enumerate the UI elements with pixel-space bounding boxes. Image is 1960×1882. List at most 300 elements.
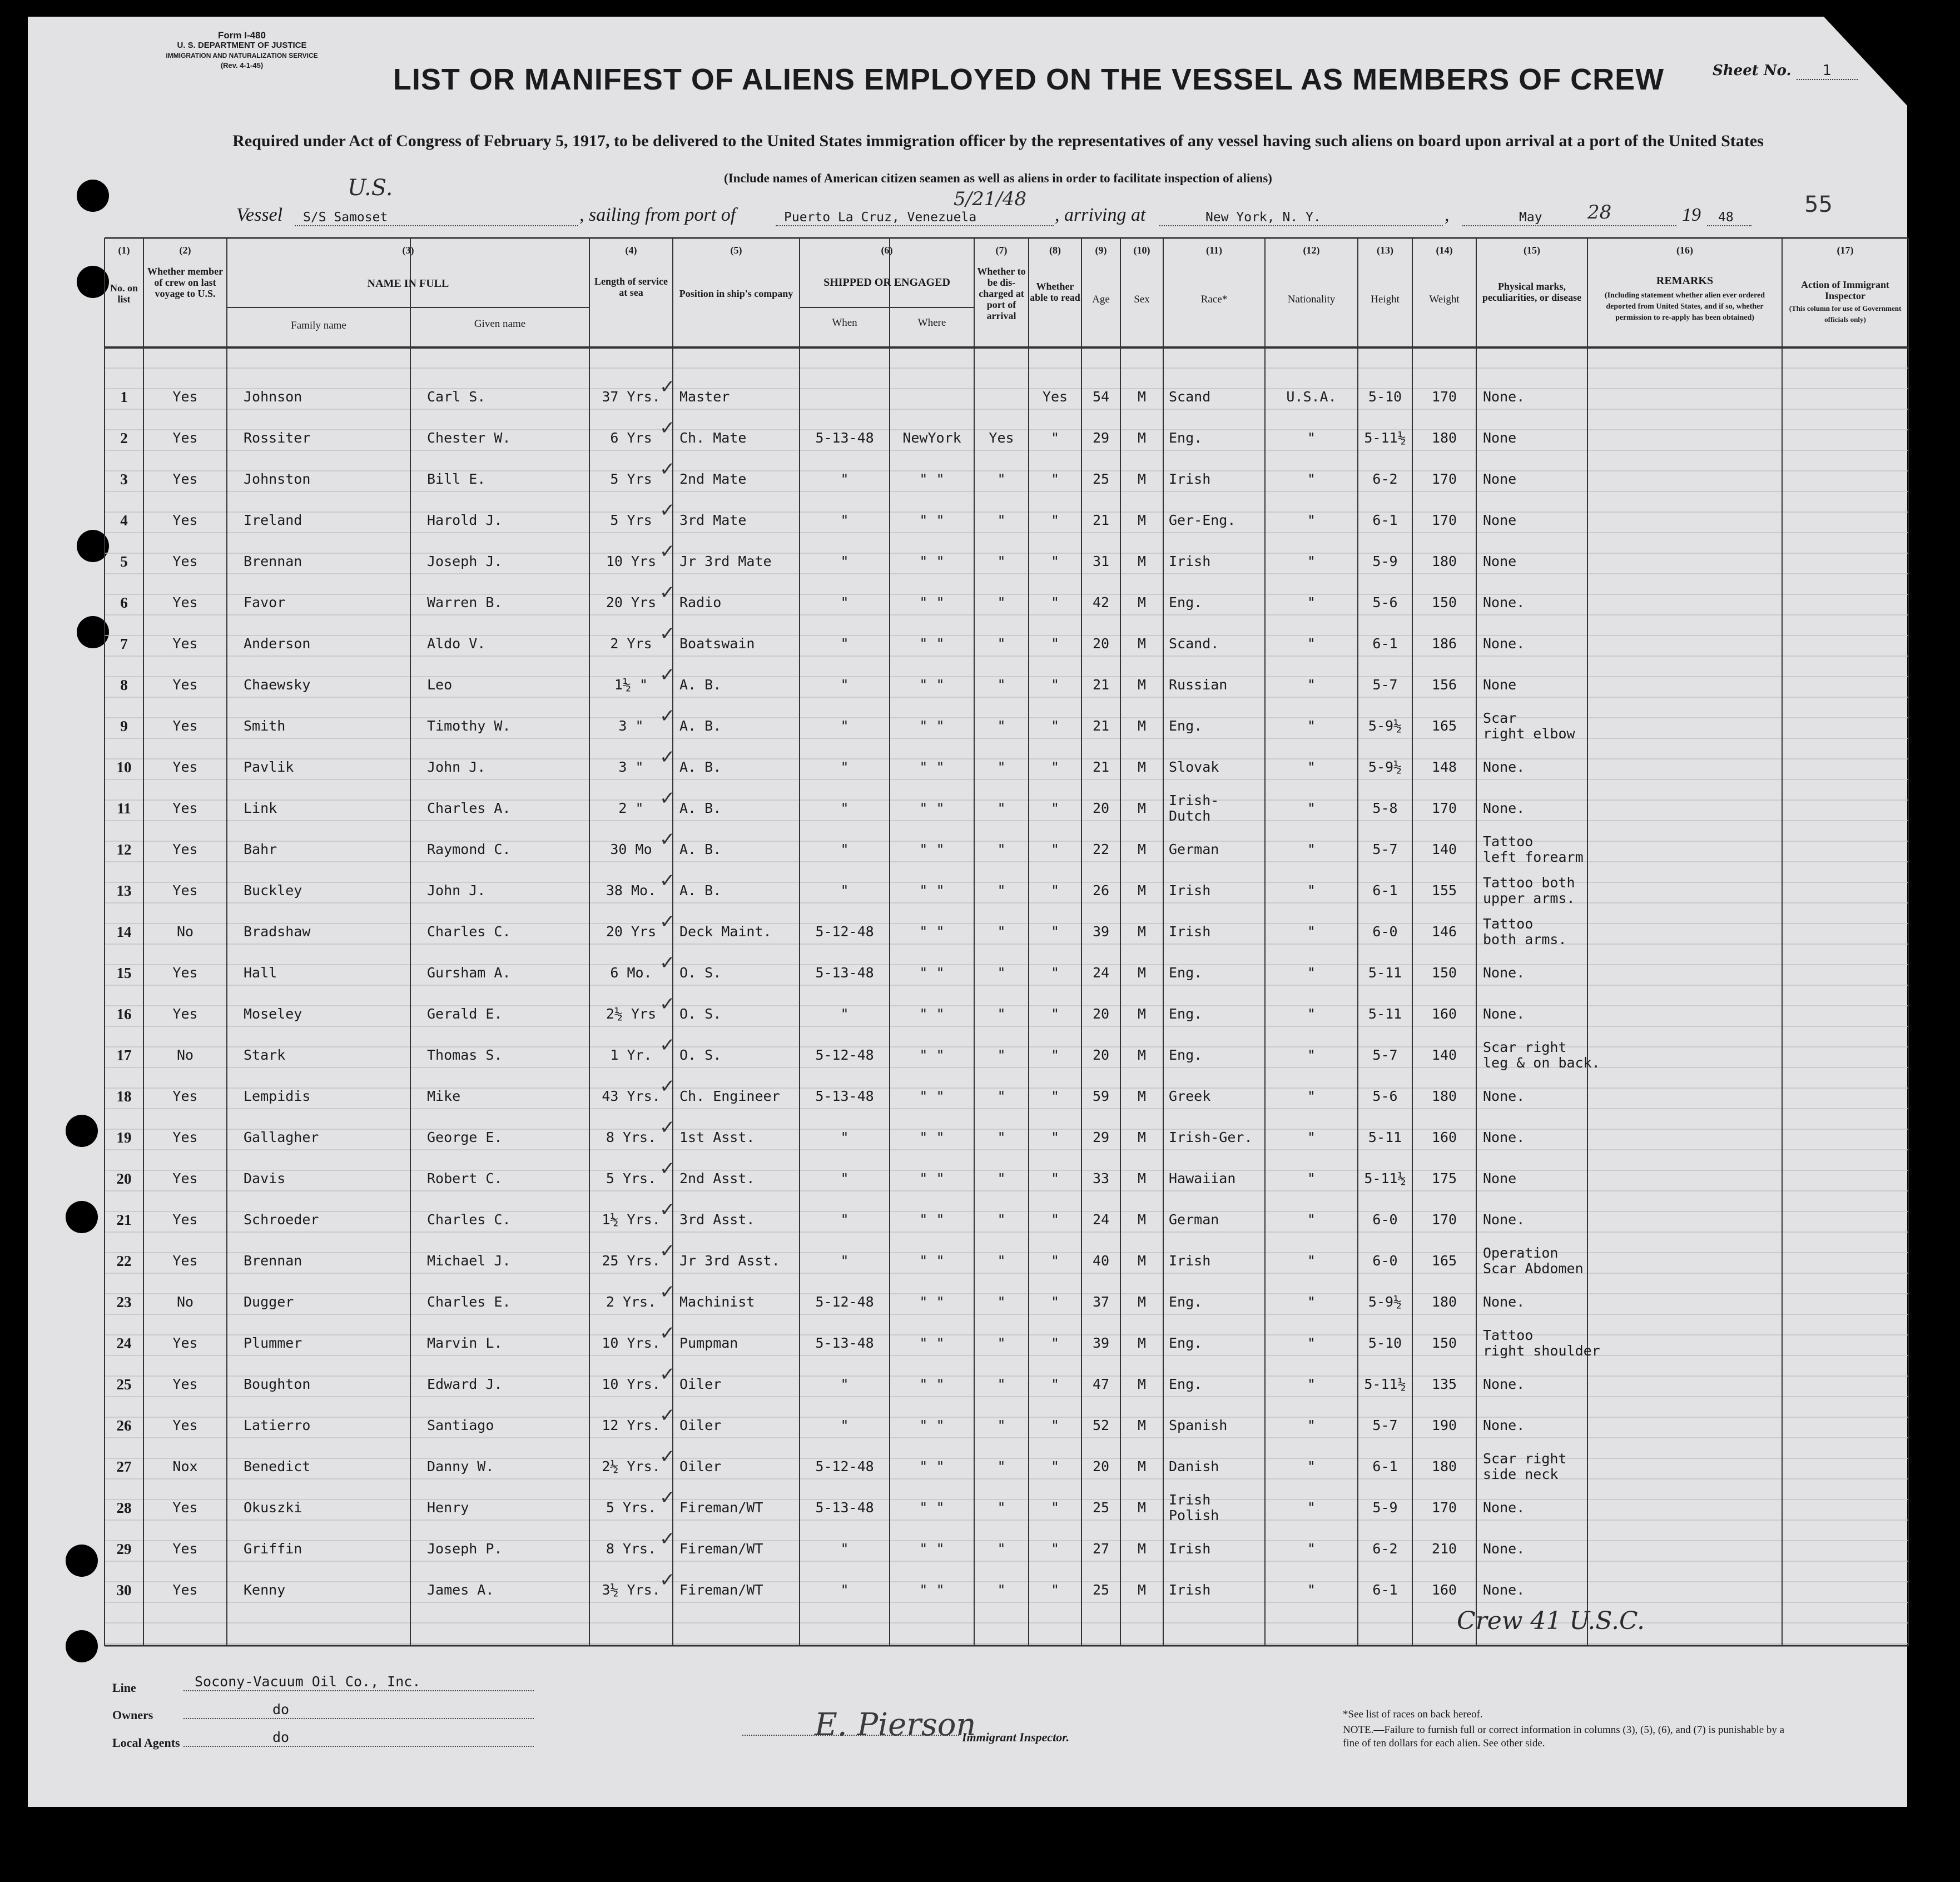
given-name: Mike xyxy=(427,1088,461,1104)
column-number: (5) xyxy=(730,245,742,256)
weight: 170 xyxy=(1431,512,1457,528)
department: U. S. DEPARTMENT OF JUSTICE xyxy=(177,41,307,50)
family-name: Bradshaw xyxy=(244,923,311,940)
nationality: " xyxy=(1307,677,1316,693)
race: Eng. xyxy=(1169,1006,1203,1022)
last-voyage: Yes xyxy=(172,430,198,446)
height: 6-0 xyxy=(1372,923,1398,940)
able-to-read: " xyxy=(1050,1170,1060,1186)
position: Jr 3rd Asst. xyxy=(679,1253,780,1269)
shipped-where: " " xyxy=(919,841,945,857)
given-name: Carl S. xyxy=(427,389,486,405)
nationality: U.S.A. xyxy=(1286,389,1337,405)
family-name: Kenny xyxy=(244,1582,286,1598)
height: 5-10 xyxy=(1368,1335,1402,1351)
check-mark-icon: ✓ xyxy=(659,664,676,686)
family-name: Moseley xyxy=(244,1006,302,1022)
column-number: (3) xyxy=(402,245,414,256)
weight: 190 xyxy=(1431,1417,1457,1433)
row-number: 10 xyxy=(116,759,132,776)
length-of-service: 25 Yrs. xyxy=(602,1253,661,1269)
race: Eng. xyxy=(1169,430,1203,446)
weight: 156 xyxy=(1431,677,1457,693)
check-mark-icon: ✓ xyxy=(659,828,676,851)
to-be-discharged: " xyxy=(997,1006,1006,1022)
position: 1st Asst. xyxy=(679,1129,755,1145)
check-mark-icon: ✓ xyxy=(659,1363,676,1386)
length-of-service: 1½ Yrs. xyxy=(602,1211,661,1228)
header-given-name: Given name xyxy=(474,318,526,330)
family-name: Rossiter xyxy=(244,430,311,446)
given-name: Charles A. xyxy=(427,800,511,816)
shipped-where: " " xyxy=(919,1417,945,1433)
row-number: 17 xyxy=(116,1047,132,1064)
check-mark-icon: ✓ xyxy=(659,1569,676,1591)
race-note: *See list of races on back hereof. xyxy=(1343,1709,1483,1720)
age: 39 xyxy=(1092,1335,1110,1351)
race: Eng. xyxy=(1169,594,1203,610)
height: 5-6 xyxy=(1372,594,1398,610)
family-name: Johnson xyxy=(244,389,302,405)
sex: M xyxy=(1137,594,1147,610)
row-number: 20 xyxy=(116,1170,132,1187)
sex: M xyxy=(1137,512,1147,528)
shipped-when: " xyxy=(840,1417,849,1433)
age: 20 xyxy=(1092,635,1110,652)
to-be-discharged: " xyxy=(997,677,1006,693)
position: A. B. xyxy=(679,759,722,775)
height: 5-7 xyxy=(1372,841,1398,857)
height: 5-9 xyxy=(1372,553,1398,569)
race: German xyxy=(1169,1211,1219,1228)
check-mark-icon: ✓ xyxy=(659,1116,676,1139)
family-name: Hall xyxy=(244,965,277,981)
physical-marks: None. xyxy=(1483,759,1525,775)
family-name: Favor xyxy=(244,594,286,610)
given-name: Danny W. xyxy=(427,1458,494,1474)
header-where: Where xyxy=(917,317,946,329)
age: 21 xyxy=(1092,718,1110,734)
weight: 175 xyxy=(1431,1170,1457,1186)
last-voyage: Yes xyxy=(172,800,198,816)
sex: M xyxy=(1137,923,1147,940)
shipped-where: " " xyxy=(919,1335,945,1351)
sex: M xyxy=(1137,635,1147,652)
length-of-service: 5 Yrs. xyxy=(606,1499,657,1516)
penalty-note: NOTE.—Failure to furnish full or correct information in columns (3), (5), (6), and (7) is punishable by a fine of ten dollars for each alien. See other side. xyxy=(1343,1724,1785,1749)
physical-marks: Tattoo right shoulder xyxy=(1483,1327,1600,1359)
to-be-discharged: " xyxy=(997,923,1006,940)
length-of-service: 2½ Yrs. xyxy=(602,1458,661,1474)
given-name: Charles E. xyxy=(427,1294,511,1310)
to-be-discharged: " xyxy=(997,1499,1006,1516)
header-length-of-service: Length of service at sea xyxy=(594,276,668,298)
able-to-read: " xyxy=(1050,677,1060,693)
family-name: Bahr xyxy=(244,841,277,857)
row-number: 15 xyxy=(116,965,132,981)
sailing-label: , sailing from port of xyxy=(579,205,736,225)
able-to-read: " xyxy=(1050,1417,1060,1433)
to-be-discharged: " xyxy=(997,471,1006,487)
length-of-service: 3½ Yrs. xyxy=(602,1582,661,1598)
shipped-where: " " xyxy=(919,1294,945,1310)
weight: 170 xyxy=(1431,800,1457,816)
given-name: George E. xyxy=(427,1129,503,1145)
sex: M xyxy=(1137,1499,1147,1516)
line-label: Line xyxy=(112,1681,136,1695)
height: 5-11 xyxy=(1368,965,1402,981)
given-name: Warren B. xyxy=(427,594,503,610)
header-age: Age xyxy=(1092,294,1110,305)
position: 2nd Asst. xyxy=(679,1170,755,1186)
revision: (Rev. 4-1-45) xyxy=(220,61,264,69)
family-name: Pavlik xyxy=(244,759,294,775)
physical-marks: None. xyxy=(1483,1006,1525,1022)
age: 21 xyxy=(1092,512,1110,528)
length-of-service: 12 Yrs. xyxy=(602,1417,661,1433)
race: Eng. xyxy=(1169,1047,1203,1063)
height: 6-1 xyxy=(1372,882,1398,898)
given-name: Thomas S. xyxy=(427,1047,503,1063)
column-number: (1) xyxy=(118,245,130,256)
last-voyage: Yes xyxy=(172,512,198,528)
form-number: Form I-480 xyxy=(218,30,266,41)
shipped-when: 5-12-48 xyxy=(815,1294,874,1310)
shipped-where: " " xyxy=(919,1582,945,1598)
shipped-when: 5-12-48 xyxy=(815,1458,874,1474)
race: Eng. xyxy=(1169,1294,1203,1310)
able-to-read: " xyxy=(1050,965,1060,981)
length-of-service: 6 Yrs xyxy=(610,430,652,446)
age: 26 xyxy=(1092,882,1110,898)
header-discharged: Whether to be dis-charged at port of arrival xyxy=(977,266,1026,321)
check-mark-icon: ✓ xyxy=(659,499,676,522)
shipped-where: " " xyxy=(919,1211,945,1228)
position: Master xyxy=(679,389,730,405)
year-prefix: 19 xyxy=(1682,205,1701,225)
shipped-where: NewYork xyxy=(902,430,961,446)
family-name: Schroeder xyxy=(244,1211,319,1228)
nationality: " xyxy=(1307,1541,1316,1557)
given-name: Chester W. xyxy=(427,430,511,446)
length-of-service: 2 Yrs. xyxy=(606,1294,657,1310)
nationality: " xyxy=(1307,1211,1316,1228)
check-mark-icon: ✓ xyxy=(659,1281,676,1303)
weight: 210 xyxy=(1431,1541,1457,1557)
shipped-when: " xyxy=(840,512,849,528)
row-number: 28 xyxy=(116,1499,132,1516)
age: 24 xyxy=(1092,1211,1110,1228)
nationality: " xyxy=(1307,635,1316,652)
age: 29 xyxy=(1092,430,1110,446)
position: 3rd Asst. xyxy=(679,1211,755,1228)
family-name: Brennan xyxy=(244,553,302,569)
position: Oiler xyxy=(679,1376,722,1392)
height: 5-11½ xyxy=(1364,1376,1406,1392)
family-name: Gallagher xyxy=(244,1129,319,1145)
header-height: Height xyxy=(1371,294,1400,305)
year-suffix: 48 xyxy=(1718,210,1734,225)
last-voyage: No xyxy=(176,1047,194,1063)
able-to-read: " xyxy=(1050,1253,1060,1269)
able-to-read: " xyxy=(1050,718,1060,734)
length-of-service: 8 Yrs. xyxy=(606,1129,657,1145)
family-name: Buckley xyxy=(244,882,302,898)
row-number: 19 xyxy=(116,1129,132,1146)
race: Irish- Dutch xyxy=(1169,792,1219,824)
column-number: (17) xyxy=(1837,245,1854,256)
weight: 165 xyxy=(1431,1253,1457,1269)
sex: M xyxy=(1137,430,1147,446)
weight: 170 xyxy=(1431,471,1457,487)
race: Scand. xyxy=(1169,635,1219,652)
race: Ger-Eng. xyxy=(1169,512,1236,528)
sex: M xyxy=(1137,841,1147,857)
to-be-discharged: " xyxy=(997,1170,1006,1186)
length-of-service: 1½ " xyxy=(614,677,648,693)
check-mark-icon: ✓ xyxy=(659,623,676,645)
race: Greek xyxy=(1169,1088,1211,1104)
last-voyage: Yes xyxy=(172,718,198,734)
weight: 140 xyxy=(1431,841,1457,857)
check-mark-icon: ✓ xyxy=(659,952,676,974)
family-name: Plummer xyxy=(244,1335,302,1351)
row-number: 14 xyxy=(116,923,132,940)
sex: M xyxy=(1137,1582,1147,1598)
race: Irish xyxy=(1169,1582,1211,1598)
weight: 148 xyxy=(1431,759,1457,775)
row-number: 30 xyxy=(116,1582,132,1598)
race: German xyxy=(1169,841,1219,857)
physical-marks: None xyxy=(1483,1170,1517,1186)
sex: M xyxy=(1137,882,1147,898)
age: 42 xyxy=(1092,594,1110,610)
nationality: " xyxy=(1307,1129,1316,1145)
last-voyage: Yes xyxy=(172,1129,198,1145)
header-action-note: (This column for use of Government officials only) xyxy=(1789,304,1902,324)
sex: M xyxy=(1137,1006,1147,1022)
length-of-service: 8 Yrs. xyxy=(606,1541,657,1557)
able-to-read: " xyxy=(1050,1499,1060,1516)
shipped-when: " xyxy=(840,594,849,610)
column-number: (12) xyxy=(1303,245,1320,256)
shipped-when: " xyxy=(840,1541,849,1557)
position: O. S. xyxy=(679,1047,722,1063)
weight: 170 xyxy=(1431,389,1457,405)
length-of-service: 43 Yrs. xyxy=(602,1088,661,1104)
family-name: Boughton xyxy=(244,1376,311,1392)
position: Oiler xyxy=(679,1458,722,1474)
to-be-discharged: " xyxy=(997,718,1006,734)
shipped-when: 5-13-48 xyxy=(815,430,874,446)
shipped-when: " xyxy=(840,677,849,693)
last-voyage: Yes xyxy=(172,1335,198,1351)
shipped-when: " xyxy=(840,882,849,898)
age: 20 xyxy=(1092,1006,1110,1022)
last-voyage: Yes xyxy=(172,1376,198,1392)
position: Deck Maint. xyxy=(679,923,772,940)
height: 5-7 xyxy=(1372,677,1398,693)
shipped-where: " " xyxy=(919,594,945,610)
sex: M xyxy=(1137,389,1147,405)
page-stamp: 55 xyxy=(1804,192,1833,217)
given-name: Edward J. xyxy=(427,1376,503,1392)
physical-marks: None. xyxy=(1483,1541,1525,1557)
position: Oiler xyxy=(679,1417,722,1433)
agents-value: do xyxy=(272,1729,290,1745)
vessel-label: Vessel xyxy=(236,205,283,225)
length-of-service: 3 " xyxy=(618,718,644,734)
able-to-read: " xyxy=(1050,1458,1060,1474)
row-number: 8 xyxy=(120,677,128,693)
include-note: (Include names of American citizen seamen as well as aliens in order to facilitate inspection of aliens) xyxy=(724,171,1272,185)
shipped-where: " " xyxy=(919,800,945,816)
row-number: 4 xyxy=(120,512,128,529)
physical-marks: None. xyxy=(1483,1211,1525,1228)
header-remarks-note: (Including statement whether alien ever ordered deported from United States, and if so, whether permission to re-apply has been obtained) xyxy=(1604,291,1765,322)
nationality: " xyxy=(1307,718,1316,734)
family-name: Griffin xyxy=(244,1541,302,1557)
position: Ch. Mate xyxy=(679,430,747,446)
sex: M xyxy=(1137,1294,1147,1310)
nationality: " xyxy=(1307,430,1316,446)
row-number: 13 xyxy=(116,882,132,899)
height: 6-1 xyxy=(1372,635,1398,652)
to-be-discharged: " xyxy=(997,594,1006,610)
able-to-read: " xyxy=(1050,1006,1060,1022)
given-name: Michael J. xyxy=(427,1253,511,1269)
height: 5-11 xyxy=(1368,1129,1402,1145)
shipped-where: " " xyxy=(919,882,945,898)
last-voyage: No xyxy=(176,1294,194,1310)
family-name: Anderson xyxy=(244,635,311,652)
to-be-discharged: " xyxy=(997,553,1006,569)
age: 25 xyxy=(1092,1582,1110,1598)
header-able-to-read: Whether able to read xyxy=(1030,281,1080,303)
header-nationality: Nationality xyxy=(1287,294,1336,305)
sex: M xyxy=(1137,759,1147,775)
to-be-discharged: " xyxy=(997,759,1006,775)
shipped-when: " xyxy=(840,1253,849,1269)
check-mark-icon: ✓ xyxy=(659,1528,676,1550)
given-name: Leo xyxy=(427,677,453,693)
sex: M xyxy=(1137,677,1147,693)
length-of-service: 20 Yrs xyxy=(606,594,657,610)
age: 24 xyxy=(1092,965,1110,981)
last-voyage: Yes xyxy=(172,1417,198,1433)
to-be-discharged: " xyxy=(997,1582,1006,1598)
weight: 180 xyxy=(1431,1088,1457,1104)
row-number: 11 xyxy=(117,800,131,817)
sex: M xyxy=(1137,1088,1147,1104)
punch-hole xyxy=(66,1201,98,1233)
age: 27 xyxy=(1092,1541,1110,1557)
shipped-where: " " xyxy=(919,1047,945,1063)
weight: 155 xyxy=(1431,882,1457,898)
last-voyage: Yes xyxy=(172,1541,198,1557)
check-mark-icon: ✓ xyxy=(659,1199,676,1221)
age: 29 xyxy=(1092,1129,1110,1145)
given-name: Gursham A. xyxy=(427,965,511,981)
age: 31 xyxy=(1092,553,1110,569)
physical-marks: None xyxy=(1483,512,1517,528)
shipped-when: 5-12-48 xyxy=(815,923,874,940)
race: Russian xyxy=(1169,677,1228,693)
sex: M xyxy=(1137,965,1147,981)
to-be-discharged: " xyxy=(997,841,1006,857)
to-be-discharged: " xyxy=(997,965,1006,981)
height: 5-10 xyxy=(1368,389,1402,405)
race: Hawaiian xyxy=(1169,1170,1236,1186)
physical-marks: Operation Scar Abdomen xyxy=(1483,1245,1584,1277)
sailing-date-hand: 5/21/48 xyxy=(954,188,1027,210)
height: 5-11 xyxy=(1368,1006,1402,1022)
physical-marks: Scar right side neck xyxy=(1483,1451,1567,1482)
row-number: 22 xyxy=(116,1253,132,1269)
able-to-read: " xyxy=(1050,553,1060,569)
column-number: (6) xyxy=(881,245,893,256)
last-voyage: Yes xyxy=(172,1582,198,1598)
shipped-where: " " xyxy=(919,1541,945,1557)
physical-marks: Scar right leg & on back. xyxy=(1483,1039,1600,1071)
length-of-service: 5 Yrs xyxy=(610,471,652,487)
shipped-where: " " xyxy=(919,1376,945,1392)
check-mark-icon: ✓ xyxy=(659,417,676,439)
to-be-discharged: " xyxy=(997,635,1006,652)
nationality: " xyxy=(1307,512,1316,528)
position: O. S. xyxy=(679,1006,722,1022)
height: 6-2 xyxy=(1372,1541,1398,1557)
weight: 160 xyxy=(1431,1129,1457,1145)
position: Ch. Engineer xyxy=(679,1088,780,1104)
position: Jr 3rd Mate xyxy=(679,553,772,569)
position: A. B. xyxy=(679,677,722,693)
check-mark-icon: ✓ xyxy=(659,705,676,727)
family-name: Lempidis xyxy=(244,1088,311,1104)
check-mark-icon: ✓ xyxy=(659,1404,676,1427)
shipped-where: " " xyxy=(919,1170,945,1186)
age: 20 xyxy=(1092,1047,1110,1063)
check-mark-icon: ✓ xyxy=(659,870,676,892)
weight: 186 xyxy=(1431,635,1457,652)
crew-hand-note: Crew 41 U.S.C. xyxy=(1457,1607,1645,1635)
age: 40 xyxy=(1092,1253,1110,1269)
to-be-discharged: " xyxy=(997,882,1006,898)
nationality: " xyxy=(1307,800,1316,816)
race: Eng. xyxy=(1169,1376,1203,1392)
able-to-read: " xyxy=(1050,1582,1060,1598)
date-comma: , xyxy=(1445,205,1450,225)
service: IMMIGRATION AND NATURALIZATION SERVICE xyxy=(166,52,318,59)
nationality: " xyxy=(1307,1170,1316,1186)
position: A. B. xyxy=(679,718,722,734)
length-of-service: 3 " xyxy=(618,759,644,775)
shipped-where: " " xyxy=(919,923,945,940)
age: 52 xyxy=(1092,1417,1110,1433)
sex: M xyxy=(1137,471,1147,487)
row-number: 25 xyxy=(116,1376,132,1393)
race: Irish xyxy=(1169,882,1211,898)
sex: M xyxy=(1137,1458,1147,1474)
check-mark-icon: ✓ xyxy=(659,376,676,398)
age: 20 xyxy=(1092,1458,1110,1474)
check-mark-icon: ✓ xyxy=(659,1446,676,1468)
height: 6-0 xyxy=(1372,1211,1398,1228)
to-be-discharged: " xyxy=(997,1541,1006,1557)
given-name: Bill E. xyxy=(427,471,486,487)
race: Spanish xyxy=(1169,1417,1228,1433)
length-of-service: 10 Yrs. xyxy=(602,1335,661,1351)
